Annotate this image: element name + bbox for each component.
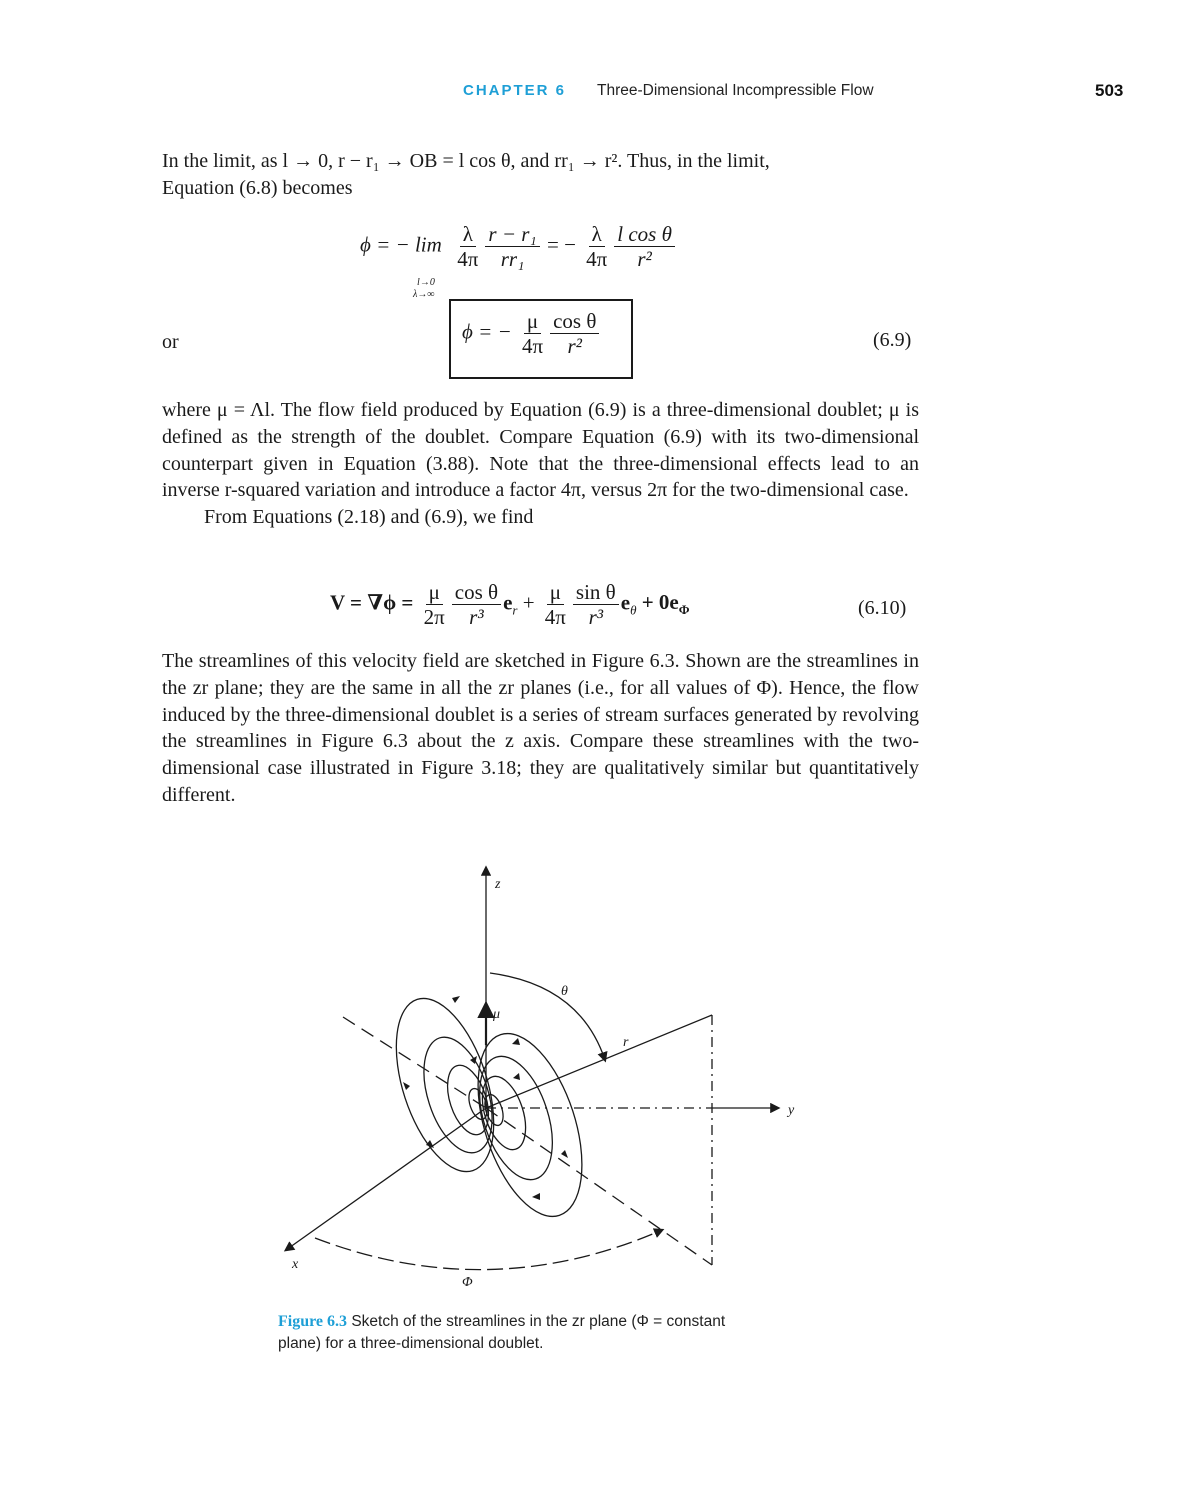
eq-610-frac-1: $\frac{\mu}{2\pi}$ [423,580,445,629]
paragraph-2-text: From Equations (2.18) and (6.9), we find [204,506,534,529]
intro-line-1: In the limit, as l → 0, r − r₁ → OB = l cos θ, and rr₁ → r². Thus, in the limit, [162,150,770,172]
phi-arc [315,1230,662,1270]
eq-limit-sub2: λ→∞ [413,289,435,301]
eq-limit-frac-4: $\frac{\text{l cos θ}}{\text{r²}}$ [614,222,675,271]
caption-text: Sketch of the streamlines in the zr plane (Φ = constant plane) for a three-dimensional doublet. [278,1313,726,1352]
eq-610-frac-3: $\frac{\mu}{4\pi}$ [544,580,566,629]
eq-limit-frac-3: $\frac{\lambda}{4\pi}$ [586,222,608,271]
figure-caption [278,1311,738,1355]
label-phi: Φ [462,1275,473,1290]
eq-limit-sub1: l→0 [417,277,435,289]
paragraph-3-text: The streamlines of this velocity field are sketched in Figure 6.3. Shown are the streamlines in the zr plane; they are the same in all the zr planes (i.e., for all values of Φ). Hence, the flow induced by the three-dimensional doublet is a series of stream surfaces generated by revolving the streamlines in Figure 6.3 about the z axis. Compare these streamlines with the two-dimensional case illustrated in Figure 3.18; they are qualitatively similar but quantitatively different. [162,650,919,806]
eq-610-frac-4: $\frac{\text{sin θ}}{\text{r³}}$ [573,580,619,629]
label-z: z [495,877,501,892]
or-label: or [162,331,179,353]
eq-69-frac-2: $\frac{\text{cos θ}}{\text{r²}}$ [550,309,599,358]
eq-limit-lhs: ϕ = − lim [360,232,442,257]
intro-line-2: Equation (6.8) becomes [162,176,353,199]
equation-6-10: V = ∇ϕ = $\frac{\mu}{2\pi}$ $\frac{\text{cos θ}}{\text{r³}}$ $e_r$ + $\frac{\mu}{4\pi}$ $\frac{\text{sin θ}}{\text{r³}}$ $e_\theta + 0e_\Phi$ [330,580,690,629]
equation-number-6-10: (6.10) [858,597,907,619]
streamline-left-3 [440,1060,496,1140]
running-header-title: Three-Dimensional Incompressible Flow [597,82,874,99]
label-y: y [788,1103,795,1118]
streamline-right-2 [466,1047,566,1189]
eq-610-lhs: V = ∇ϕ = [330,590,414,615]
eq-610-frac-2: $\frac{\text{cos θ}}{\text{r³}}$ [452,580,501,629]
theta-arc [490,973,605,1060]
equation-number-6-9: (6.9) [873,329,912,351]
page-number: 503 [1095,81,1124,100]
eq-limit-mid: = − [546,232,576,257]
plane-trace-lower [486,1108,712,1265]
eq-610-er: e [503,590,513,615]
streamline-right-3 [474,1071,534,1155]
x-axis [286,1108,486,1250]
eq-69-lhs: ϕ = − [462,319,512,344]
paragraph-1-text: where μ = Λl. The flow field produced by Equation (6.9) is a three-dimensional doublet; μ is defined as the strength of the doublet. Compare Equation (6.9) with its two-dimensional counterpart given in Equation (3.88). Note that the three-dimensional effects lead to an inverse r-squared variation and introduce a factor 4π, versus 2π for the two-dimensional case. [162,399,919,502]
label-mu: μ [493,1007,501,1022]
figure-label: Figure 6.3 [278,1313,348,1330]
eq-610-etheta: e [620,590,631,615]
eq-limit-frac-1: $\frac{\lambda}{4\pi}$ [457,222,479,271]
r-line [486,1015,712,1108]
streamline-right-1 [458,1021,602,1230]
eq-69-frac-1: $\frac{\mu}{4\pi}$ [521,309,544,358]
running-header-chapter: CHAPTER 6 [463,82,567,99]
label-theta: θ [561,984,568,999]
label-r: r [623,1035,629,1050]
plane-trace-upper [343,1017,486,1108]
label-x: x [292,1257,299,1272]
eq-610-plus: + [522,590,535,615]
eq-limit-frac-2: $\frac{\text{r − r₁}}{\text{rr₁}}$ [485,222,539,271]
eq-610-ephi: + $0e_\Phi$ [641,590,690,618]
